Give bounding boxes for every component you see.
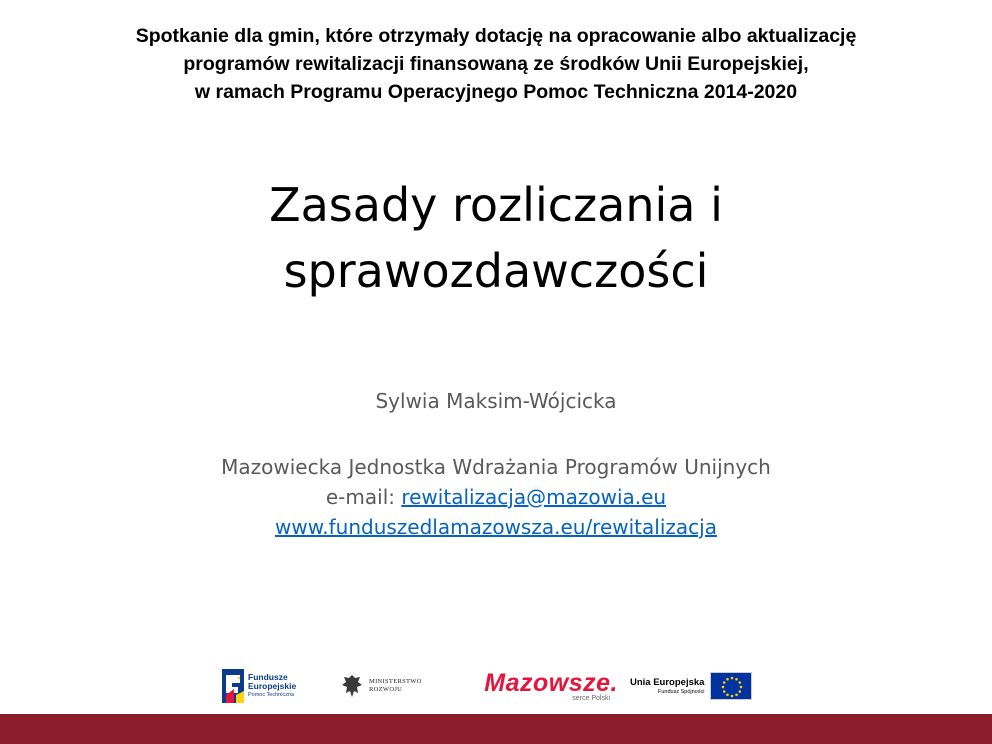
email-link[interactable]: rewitalizacja@mazowia.eu — [401, 485, 667, 509]
eu-sub: Fundusz Spójności — [657, 688, 705, 695]
email-line — [0, 482, 992, 512]
eu-title: Unia Europejska — [630, 676, 705, 688]
logo-strip — [222, 664, 752, 708]
fe-line-1: Fundusze — [248, 671, 288, 682]
fundusze-europejskie-logo — [222, 669, 322, 703]
header-line-2: programów rewitalizacji finansowaną ze środków Unii Europejskiej, — [183, 53, 809, 75]
website-link[interactable]: www.funduszedlamazowsza.eu/rewitalizacja — [275, 515, 717, 539]
mazowsze-wordmark: Mazowsze. — [484, 668, 618, 697]
author-name: Sylwia Maksim-Wójcicka — [375, 389, 617, 413]
ministerstwo-rozwoju-logo — [340, 672, 440, 700]
organization-name: Mazowiecka Jednostka Wdrażania Programów Unijnych — [221, 455, 771, 479]
unia-europejska-logo — [630, 672, 752, 700]
header-line-1: Spotkanie dla gmin, które otrzymały dotację na opracowanie albo aktualizację — [135, 25, 857, 47]
slide-title — [60, 172, 932, 304]
contact-block — [0, 452, 992, 542]
eu-flag-icon — [710, 672, 752, 700]
mazowsze-logo — [458, 668, 618, 702]
fe-line-2: Europejskie — [248, 680, 297, 691]
mr-text — [369, 678, 422, 694]
header-line-3: w ramach Programu Operacyjnego Pomoc Techniczna 2014-2020 — [194, 81, 798, 103]
fe-sub: Pomoc Techniczna — [248, 691, 295, 698]
fe-text — [248, 673, 296, 700]
eu-text — [630, 677, 704, 696]
eagle-emblem-icon — [340, 672, 364, 700]
mr-line-2: ROZWOJU — [369, 686, 403, 693]
mr-line-1: MINISTERSTWO — [369, 678, 422, 685]
eu-stars-icon — [711, 673, 753, 701]
title-line-1: Zasady rozliczania i — [269, 178, 723, 232]
mazowsze-tagline: serce Polski — [572, 694, 610, 702]
website-line — [0, 512, 992, 542]
email-label: e-mail: — [325, 485, 402, 509]
title-line-2: sprawozdawczości — [283, 244, 709, 298]
footer-bar — [0, 714, 992, 744]
meeting-header — [20, 22, 972, 106]
fe-emblem-icon — [222, 669, 244, 703]
